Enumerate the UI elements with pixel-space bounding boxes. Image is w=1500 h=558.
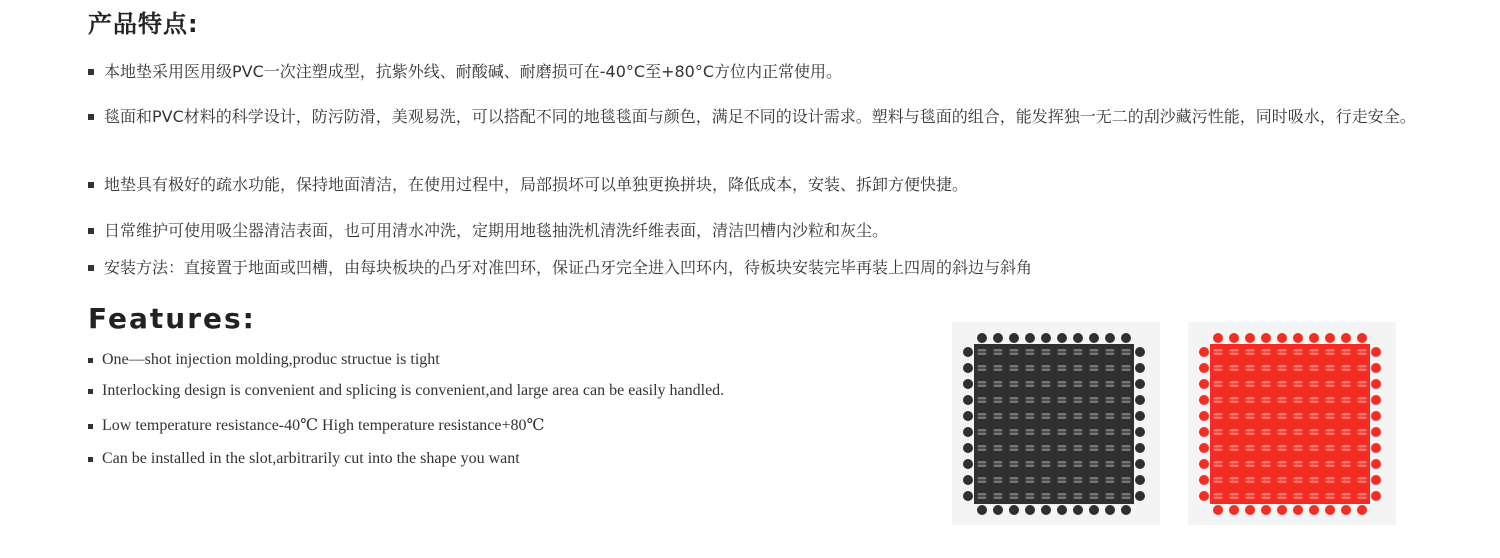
chinese-feature-item: 安装方法：直接置于地面或凹槽，由每块板块的凸牙对准凹环，保证凸牙完全进入凹环内，待板块安装完毕再装上四周的斜边与斜角 xyxy=(88,254,1032,282)
chinese-feature-item: 毯面和PVC材料的科学设计，防污防滑，美观易洗，可以搭配不同的地毯毯面与颜色，满足不同的设计需求。塑料与毯面的组合，能发挥独一无二的刮沙藏污性能，同时吸水，行走安全。 xyxy=(88,103,1416,131)
black-mat-tile-image xyxy=(952,322,1160,525)
chinese-feature-item: 日常维护可使用吸尘器清洁表面，也可用清水冲洗，定期用地毯抽洗机清洗纤维表面，清洁凹槽内沙粒和灰尘。 xyxy=(88,217,888,245)
chinese-feature-item: 本地垫采用医用级PVC一次注塑成型，抗紫外线、耐酸碱、耐磨损可在-40°C至+80°C方位内正常使用。 xyxy=(88,58,842,86)
red-mat-tile-photo xyxy=(1188,322,1396,525)
red-mat-tile-image xyxy=(1188,322,1396,525)
chinese-feature-item: 地垫具有极好的疏水功能，保持地面清洁，在使用过程中，局部损坏可以单独更换拼块，降低成本，安装、拆卸方便快捷。 xyxy=(88,171,968,199)
english-section-title: Features: xyxy=(88,302,256,335)
chinese-section-title: 产品特点: xyxy=(88,10,199,38)
black-mat-tile-photo xyxy=(952,322,1160,525)
english-feature-item: Can be installed in the slot,arbitrarily cut into the shape you want xyxy=(88,449,520,469)
english-feature-item: Interlocking design is convenient and splicing is convenient,and large area can be easily handled. xyxy=(88,381,724,401)
english-feature-item: One—shot injection molding,produc structue is tight xyxy=(88,350,440,370)
english-feature-item: Low temperature resistance-40℃ High temperature resistance+80℃ xyxy=(88,416,544,436)
